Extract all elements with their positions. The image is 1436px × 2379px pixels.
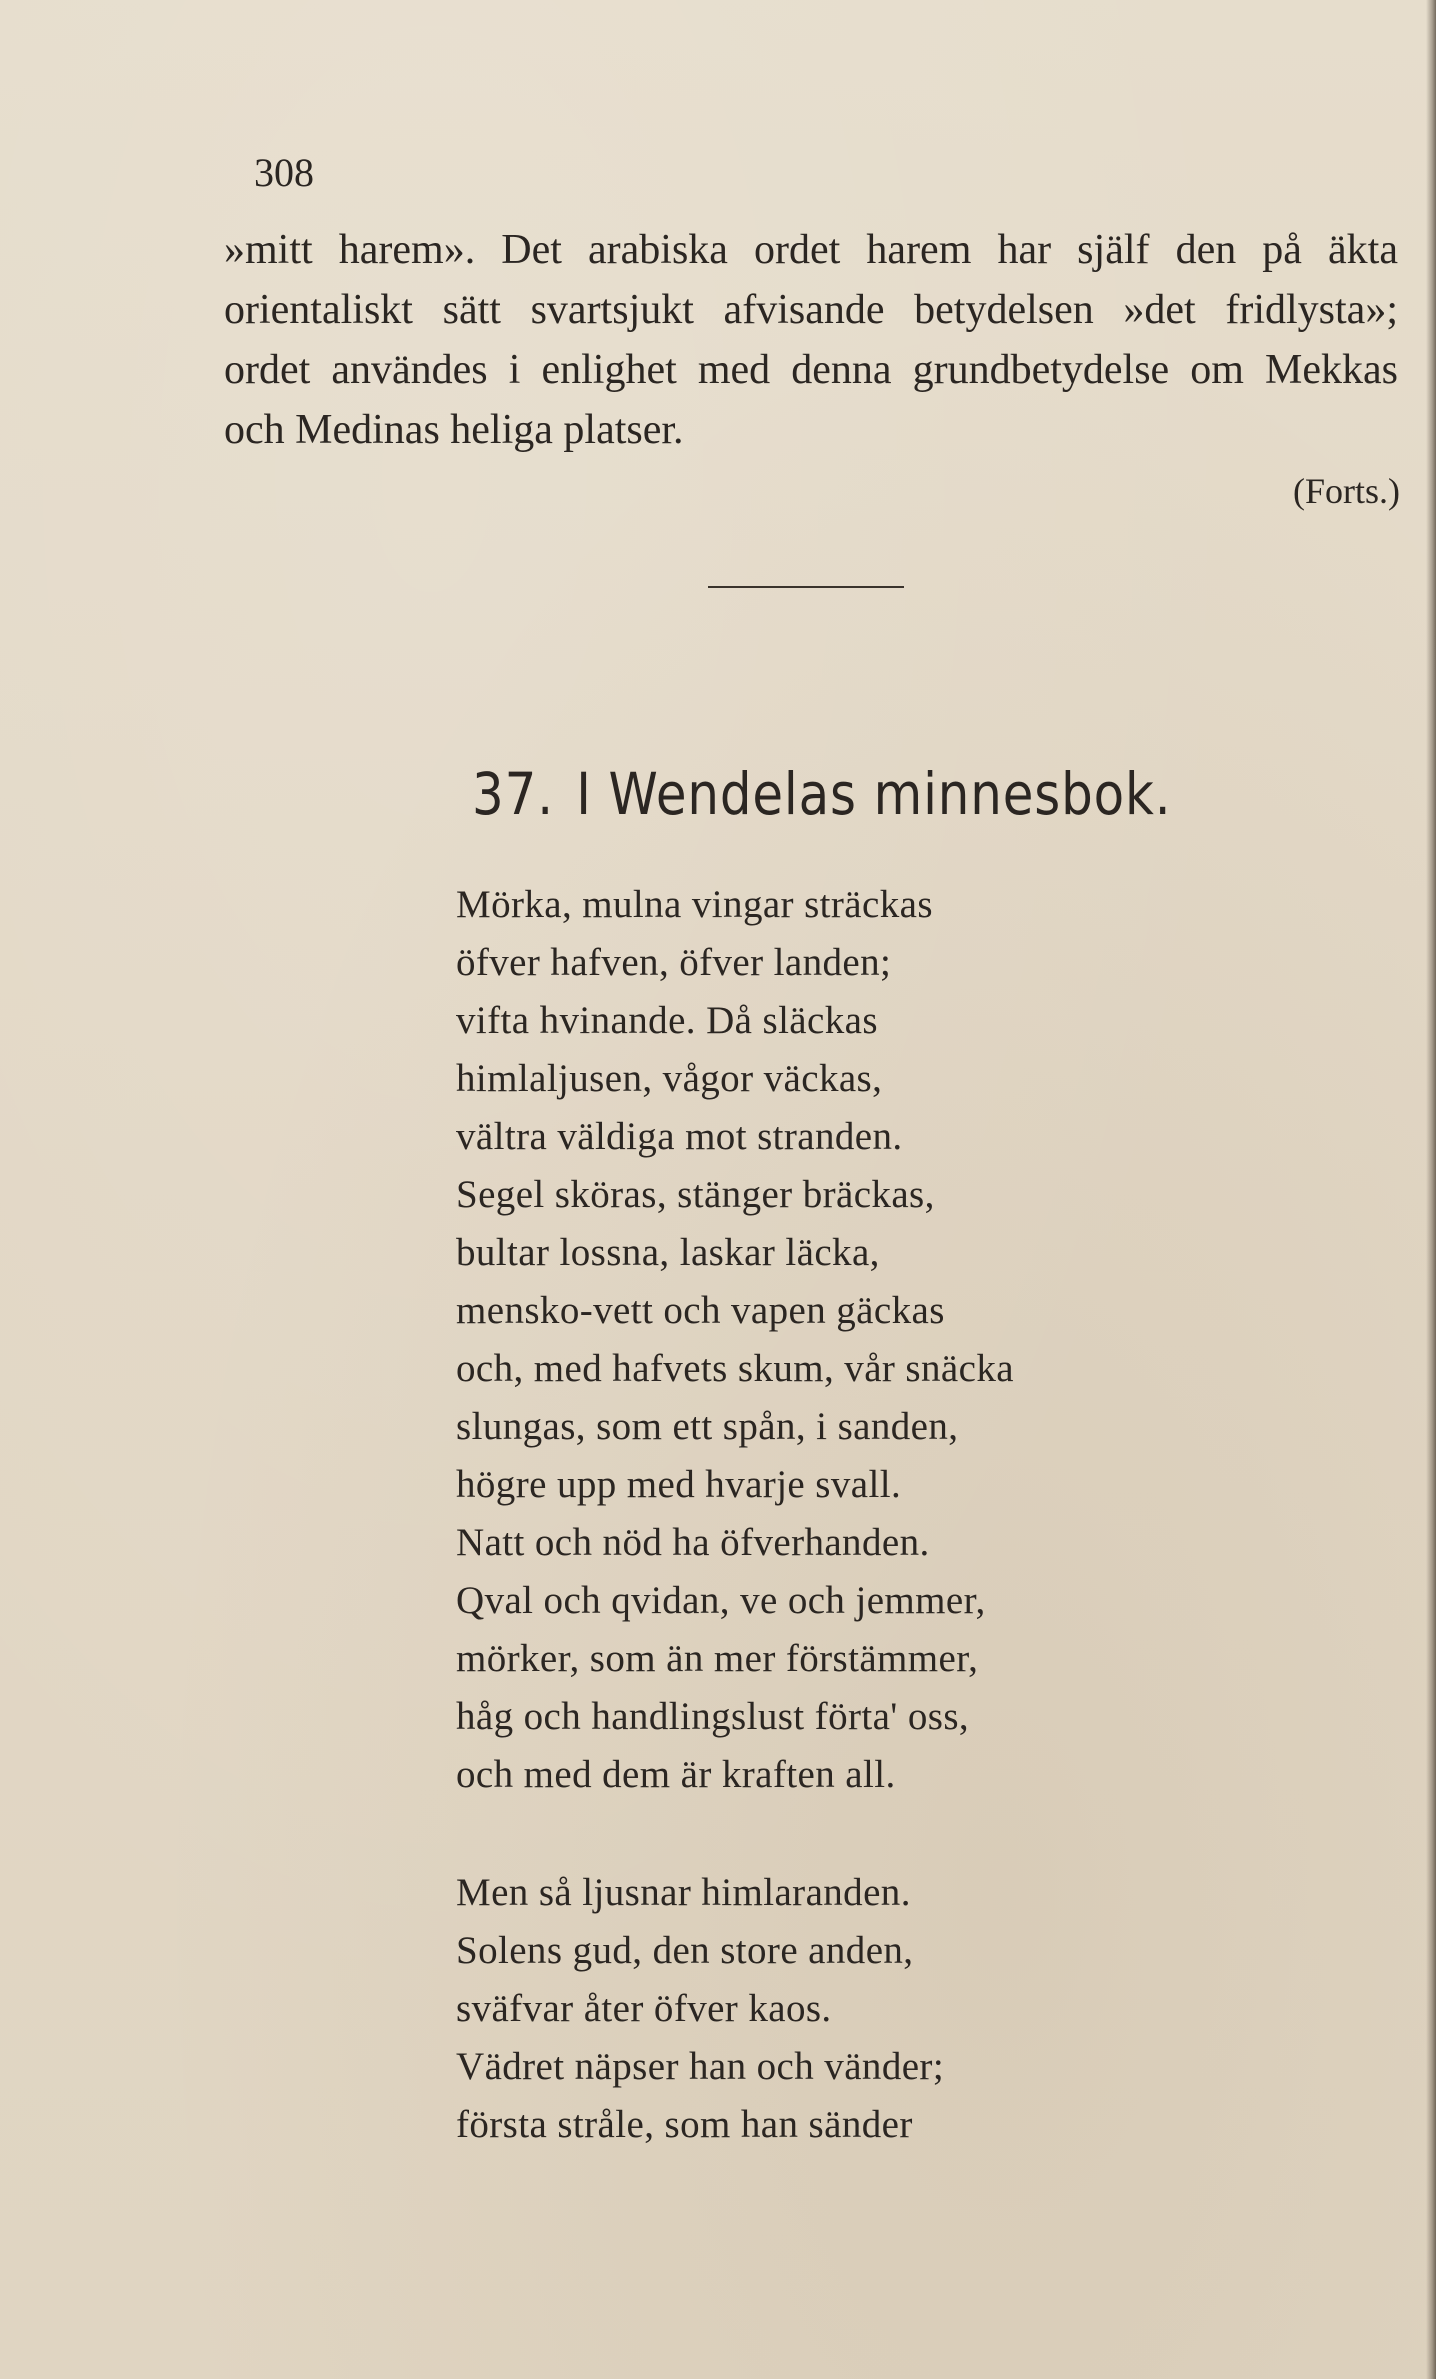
stanza [456, 876, 1014, 1804]
verse-line: och med dem är kraften all. [456, 1753, 896, 1796]
prose-line: »mitt harem». Det arabiska ordet harem har själf den på äkta [224, 227, 1398, 273]
verse-line: Qval och qvidan, ve och jemmer, [456, 1579, 986, 1622]
verse-line: håg och handlingslust förta' oss, [456, 1695, 970, 1738]
verse-line: Segel sköras, stänger bräckas, [456, 1173, 935, 1216]
poem-title: I Wendelas minnesbok. [576, 760, 1172, 828]
verse-line: vältra väldiga mot stranden. [456, 1115, 903, 1158]
page-number: 308 [254, 150, 314, 195]
poem-number: 37. [472, 760, 554, 828]
verse-line: sväfvar åter öfver kaos. [456, 1987, 832, 2030]
stanza [456, 1864, 1014, 2154]
verse-line: högre upp med hvarje svall. [456, 1463, 902, 1506]
verse-line: Solens gud, den store anden, [456, 1929, 914, 1972]
prose-line: och Medinas heliga platser. [224, 407, 684, 453]
verse-line: slungas, som ett spån, i sanden, [456, 1405, 959, 1448]
verse-line: första stråle, som han sänder [456, 2103, 913, 2146]
poem-heading [472, 752, 1171, 836]
verse-line: Natt och nöd ha öfverhanden. [456, 1521, 930, 1564]
verse-line: Men så ljusnar himlaranden. [456, 1871, 911, 1914]
verse-line: bultar lossna, laskar läcka, [456, 1231, 880, 1274]
section-divider [708, 586, 904, 588]
continuation-note: (Forts.) [1293, 471, 1400, 511]
verse-line: mörker, som än mer förstämmer, [456, 1637, 979, 1680]
prose-line: ordet användes i enlighet med denna grundbetydelse om Mekkas [224, 347, 1398, 393]
verse-line: himlaljusen, vågor väckas, [456, 1057, 883, 1100]
prose-line: orientaliskt sätt svartsjukt afvisande betydelsen »det fridlysta»; [224, 287, 1398, 333]
verse-line: Mörka, mulna vingar sträckas [456, 883, 933, 926]
verse-line: och, med hafvets skum, vår snäcka [456, 1347, 1014, 1390]
poem-body [456, 876, 1014, 2154]
prose-paragraph [224, 220, 1398, 460]
verse-line: öfver hafven, öfver landen; [456, 941, 892, 984]
verse-line: Vädret näpser han och vänder; [456, 2045, 945, 2088]
verse-line: vifta hvinande. Då släckas [456, 999, 878, 1042]
verse-line: mensko-vett och vapen gäckas [456, 1289, 945, 1332]
